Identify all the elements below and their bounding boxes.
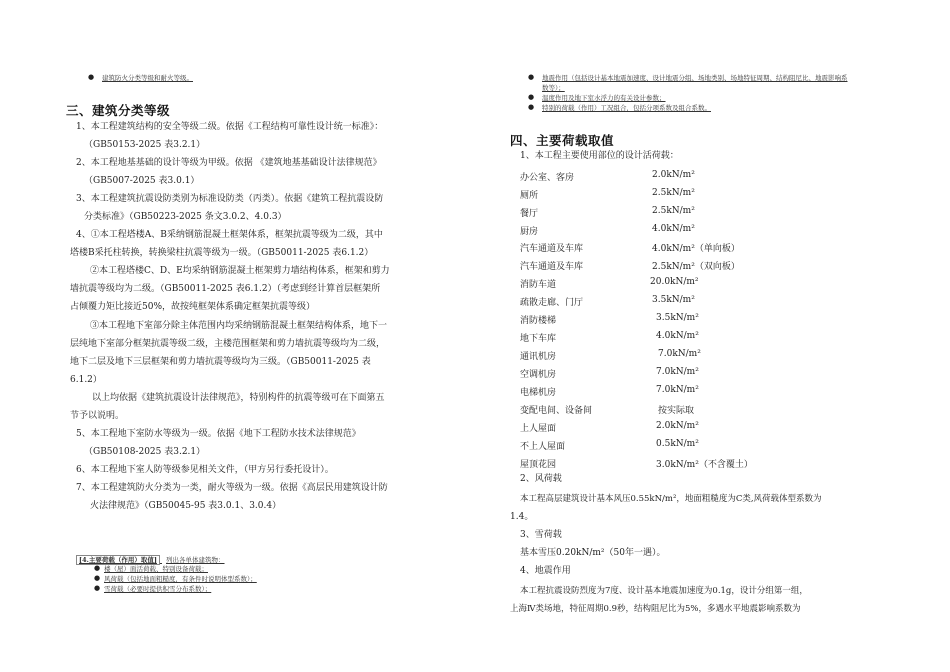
load-value: 3.5kN/m² bbox=[656, 313, 699, 323]
loads-intro: 1、本工程主要使用部位的设计活荷载： bbox=[520, 151, 679, 161]
text-line: ③本工程地下室部分除主体范围内均采纳钢筋混凝土框架结构体系，地下一 bbox=[90, 321, 388, 331]
load-value: 4.0kN/m² bbox=[652, 224, 695, 234]
load-value: 2.5kN/m²（双向板） bbox=[652, 262, 740, 272]
load-value: 2.5kN/m² bbox=[652, 206, 695, 216]
load-name: 不上人屋面 bbox=[520, 442, 566, 452]
text-line: （GB50108-2025 表3.2.1） bbox=[84, 447, 206, 457]
load-value: 0.5kN/m² bbox=[656, 439, 699, 449]
load-value: 20.0kN/m² bbox=[650, 277, 699, 287]
load-value: 7.0kN/m² bbox=[656, 385, 699, 395]
text-line: 节予以说明。 bbox=[70, 411, 125, 421]
load-name: 餐厅 bbox=[520, 209, 539, 219]
bullet-icon: ● bbox=[88, 73, 95, 81]
bullet-icon: ● bbox=[528, 103, 535, 111]
text-line: 6、本工程地下室人防等级参见相关文件，（甲方另行委托设计）。 bbox=[76, 465, 334, 475]
text-line: ②本工程塔楼C、D、E均采纳钢筋混凝土框架剪力墙结构体系，框架和剪力 bbox=[90, 266, 390, 276]
right-note: 温度作用及地下室水浮力的有关设计参数； bbox=[542, 94, 666, 102]
footnote-item: 风荷载（包括地面粗糙度，有条件时说明体型系数）； bbox=[104, 575, 257, 583]
wind-text: 本工程高层建筑设计基本风压0.55kN/m²，地面粗糙度为C类,风荷载体型系数为 bbox=[520, 494, 822, 504]
text-line: （GB50153-2025 表3.2.1） bbox=[84, 140, 206, 150]
footnote-title-label: [4.主要荷载（作用）取值] bbox=[76, 555, 160, 565]
load-name: 办公室、客房 bbox=[520, 173, 575, 183]
seismic-text: 本工程抗震设防烈度为7度、设计基本地震加速度为0.1g，设计分组第一组， bbox=[520, 586, 808, 596]
text-line: 7、本工程建筑防火分类为一类，耐火等级为一级。依据《高层民用建筑设计防 bbox=[76, 483, 388, 493]
load-name: 屋顶花园 bbox=[520, 460, 557, 470]
text-line: 5、本工程地下室防水等级为一级。依据《地下工程防水技术法律规范》 bbox=[76, 429, 361, 439]
load-value: 2.0kN/m² bbox=[652, 170, 695, 180]
text-line: 占倾覆力矩比接近50%，故按纯框架体系确定框架抗震等级） bbox=[70, 302, 316, 312]
load-value: 4.0kN/m² bbox=[656, 331, 699, 341]
load-value: 7.0kN/m² bbox=[656, 367, 699, 377]
bullet-icon: ● bbox=[528, 73, 535, 81]
text-line: 塔楼B采托柱转换，转换梁柱抗震等级为一级。（GB50011-2025 表6.1.2） bbox=[70, 248, 374, 258]
bullet-icon: ● bbox=[94, 584, 101, 592]
section-heading-3: 三、建筑分类等级 bbox=[66, 103, 171, 118]
text-line: 2、本工程地基基础的设计等级为甲级。依据 《建筑地基基础设计法律规范》 bbox=[76, 158, 382, 168]
load-name: 消防楼梯 bbox=[520, 316, 557, 326]
load-value: 4.0kN/m²（单向板） bbox=[652, 244, 740, 254]
text-line: 4、①本工程塔楼A、B采纳钢筋混凝土框架体系，框架抗震等级为二级，其中 bbox=[76, 230, 383, 240]
load-name: 上人屋面 bbox=[520, 424, 557, 434]
bullet-icon: ● bbox=[94, 574, 101, 582]
snow-text: 基本雪压0.20kN/m²（50年一遇）。 bbox=[520, 548, 666, 558]
load-value: 按实际取 bbox=[658, 406, 695, 416]
bullet-icon: ● bbox=[528, 93, 535, 101]
right-note: 特别的荷载（作用）工况组合，包括分项系数及组合系数。 bbox=[542, 104, 711, 112]
load-value: 7.0kN/m² bbox=[658, 349, 701, 359]
text-line: （GB5007-2025 表3.0.1） bbox=[84, 176, 200, 186]
load-name: 电梯机房 bbox=[520, 388, 557, 398]
load-name: 汽车通道及车库 bbox=[520, 244, 584, 254]
right-note: 数等）； bbox=[542, 84, 565, 92]
text-line: 以上均依据《建筑抗震设计法律规范》，特别构件的抗震等级可在下面第五 bbox=[92, 393, 385, 403]
seismic-title: 4、地震作用 bbox=[520, 566, 571, 576]
load-name: 厕所 bbox=[520, 191, 539, 201]
load-name: 变配电间、设备间 bbox=[520, 406, 593, 416]
bullet-icon: ● bbox=[94, 564, 101, 572]
text-line: 3、本工程建筑抗震设防类别为标准设防类（丙类）。依据《建筑工程抗震设防 bbox=[76, 194, 384, 204]
load-value: 2.5kN/m² bbox=[652, 188, 695, 198]
load-name: 厨房 bbox=[520, 227, 539, 237]
footnote-item: 雪荷载（必要时提供积雪分布系数）； bbox=[104, 585, 212, 593]
text-line: 层纯地下室部分框架抗震等级二级，主楼范围框架和剪力墙抗震等级均为二级， bbox=[70, 339, 386, 349]
load-name: 消防车道 bbox=[520, 280, 557, 290]
load-value: 3.5kN/m² bbox=[652, 295, 695, 305]
text-line: 6.1.2） bbox=[70, 375, 102, 385]
text-line: 分类标准》（GB50223-2025 条文3.0.2、4.0.3） bbox=[84, 212, 287, 222]
top-note: 建筑防火分类等级和耐火等级。 bbox=[102, 74, 193, 82]
wind-text: 1.4。 bbox=[510, 512, 534, 522]
footnote-item: 楼（屋）面活荷载、特别设备荷载； bbox=[104, 565, 208, 573]
text-line: 墙抗震等级均为二级。（GB50011-2025 表6.1.2）（考虑到经计算首层框架所 bbox=[70, 284, 381, 294]
load-value: 2.0kN/m² bbox=[656, 421, 699, 431]
snow-title: 3、雪荷载 bbox=[520, 530, 562, 540]
text-line: 火法律规范》（GB50045-95 表3.0.1、3.0.4） bbox=[90, 501, 282, 511]
text-line: 地下二层及地下三层框架和剪力墙抗震等级均为三级。（GB50011-2025 表 bbox=[70, 357, 371, 367]
load-name: 地下车库 bbox=[520, 334, 557, 344]
footnote-title bbox=[76, 556, 225, 564]
load-name: 疏散走廊、门厅 bbox=[520, 298, 584, 308]
wind-title: 2、风荷载 bbox=[520, 474, 562, 484]
text-line: 1、本工程建筑结构的安全等级二级。依据《工程结构可靠性设计统一标准》： bbox=[76, 122, 384, 132]
load-value: 3.0kN/m²（不含覆土） bbox=[656, 460, 753, 470]
load-name: 汽车通道及车库 bbox=[520, 262, 584, 272]
load-name: 通讯机房 bbox=[520, 352, 557, 362]
section-heading-4: 四、主要荷载取值 bbox=[510, 133, 615, 148]
footnote-title-suffix: 列出各单体建筑物： bbox=[166, 556, 225, 564]
load-name: 空调机房 bbox=[520, 370, 557, 380]
seismic-text: 上海Ⅳ类场地，特征周期0.9秒，结构阻尼比为5%，多遇水平地震影响系数为 bbox=[510, 604, 801, 614]
right-note: 地震作用（包括设计基本地震加速度、设计地震分组、场地类别、场地特征周期、结构阻尼比、地震影响系 bbox=[542, 74, 848, 82]
